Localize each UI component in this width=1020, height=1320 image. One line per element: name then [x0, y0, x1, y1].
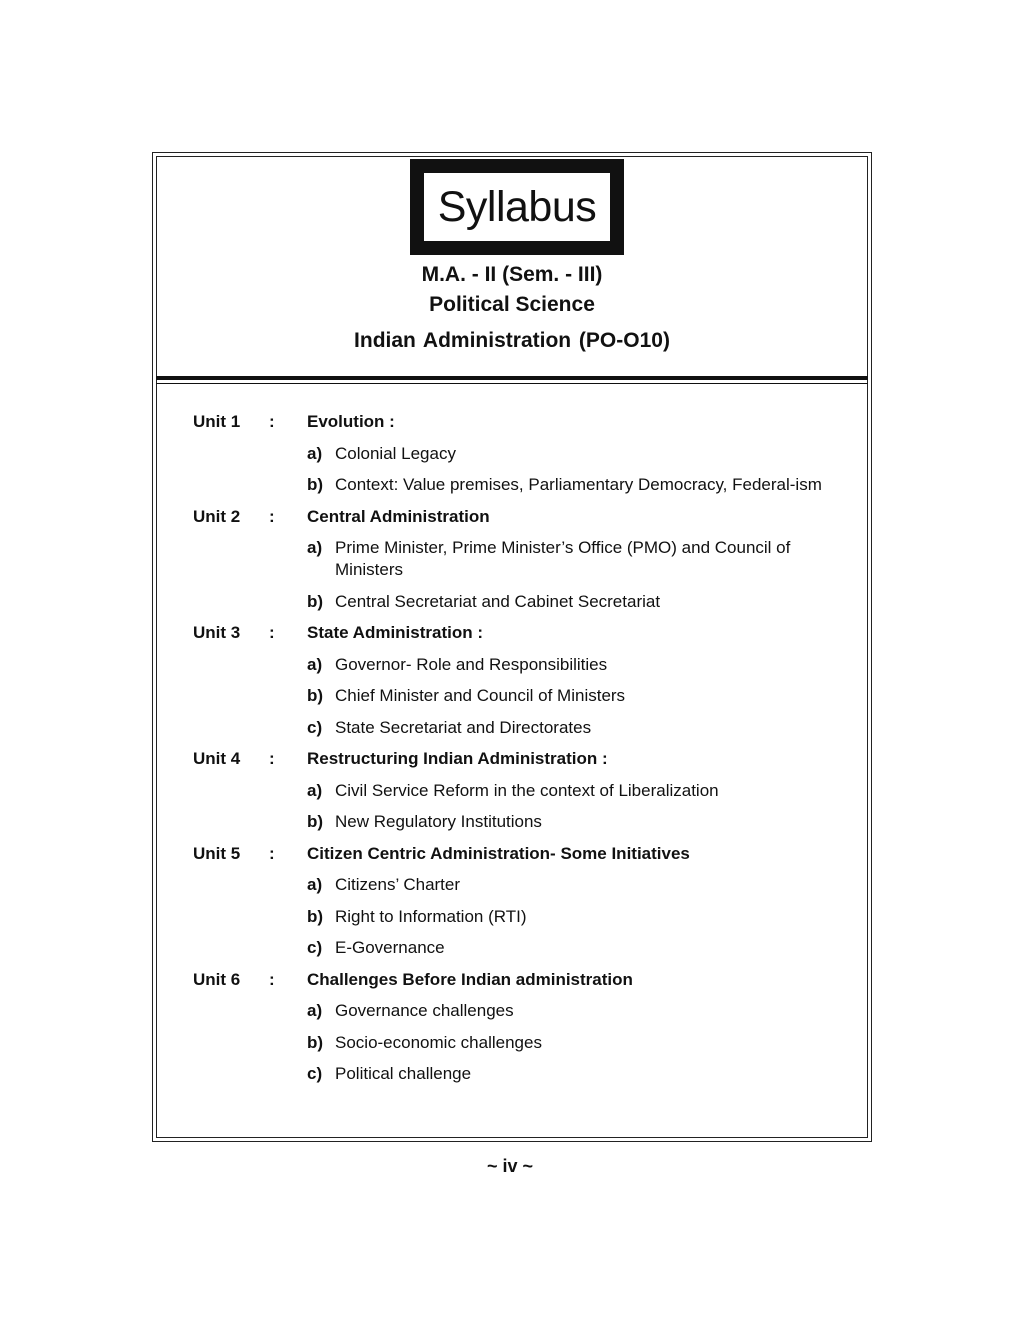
topic-letter: a)	[307, 875, 323, 894]
topic-letter: b)	[307, 686, 324, 705]
topic-letter: c)	[307, 717, 323, 737]
topic-text: Central Secretariat and Cabinet Secretariat	[335, 591, 661, 611]
unit-topic-item	[157, 587, 869, 619]
unit-label: Unit 2	[193, 506, 241, 526]
topic-text: New Regulatory Institutions	[335, 812, 542, 831]
unit-section	[157, 502, 869, 619]
topic-text: Chief Minister and Council of Ministers	[335, 686, 626, 705]
unit-section	[157, 965, 869, 1091]
unit-topic-item	[157, 870, 869, 902]
syllabus-title: Syllabus	[424, 173, 610, 241]
topic-text: Governor- Role and Responsibilities	[335, 654, 608, 674]
unit-header	[157, 965, 869, 997]
unit-header	[157, 744, 869, 776]
topic-text: E-Governance	[335, 938, 445, 957]
topic-letter: b)	[307, 906, 324, 926]
topic-text: Right to Information (RTI)	[335, 906, 527, 926]
unit-label: Unit 6	[193, 969, 241, 989]
topic-letter: c)	[307, 938, 323, 957]
topic-text: Colonial Legacy	[335, 443, 456, 463]
topic-letter: a)	[307, 1001, 323, 1020]
topic-text: Context: Value premises, Parliamentary Democracy, Federal-ism	[335, 475, 822, 494]
unit-header	[157, 618, 869, 650]
paper-heading: Indian Administration (PO-O10)	[354, 329, 670, 352]
page-number: ~ iv ~	[486, 1156, 534, 1176]
divider-thick	[156, 376, 868, 380]
unit-topic-item	[157, 533, 869, 587]
topic-text: Prime Minister, Prime Minister’s Office (PMO) and Council of Ministers	[335, 538, 791, 579]
topic-text: State Secretariat and Directorates	[335, 717, 592, 737]
unit-list	[157, 407, 869, 1091]
unit-colon: :	[269, 969, 275, 989]
unit-topic-item	[157, 996, 869, 1028]
unit-header	[157, 502, 869, 534]
unit-topic-item	[157, 1028, 869, 1060]
unit-label: Unit 5	[193, 843, 241, 863]
course-level-heading: M.A. - II (Sem. - III)	[421, 263, 603, 286]
unit-topic-item	[157, 933, 869, 965]
unit-colon: :	[269, 749, 275, 768]
unit-header	[157, 839, 869, 871]
topic-letter: c)	[307, 1064, 323, 1083]
topic-text: Civil Service Reform in the context of Liberalization	[335, 780, 719, 800]
topic-text: Political challenge	[335, 1064, 472, 1083]
unit-title: Restructuring Indian Administration :	[307, 749, 608, 768]
topic-letter: b)	[307, 1032, 324, 1052]
unit-header	[157, 407, 869, 439]
unit-title: Challenges Before Indian administration	[307, 969, 633, 989]
topic-text: Socio-economic challenges	[335, 1032, 542, 1052]
unit-title: Citizen Centric Administration- Some Initiatives	[307, 843, 690, 863]
unit-topic-item	[157, 439, 869, 471]
unit-section	[157, 618, 869, 744]
syllabus-inner-frame	[156, 156, 868, 1138]
unit-colon: :	[269, 506, 275, 526]
topic-letter: a)	[307, 443, 323, 463]
topic-text: Governance challenges	[335, 1001, 514, 1020]
unit-section	[157, 407, 869, 502]
topic-letter: b)	[307, 591, 324, 611]
topic-letter: b)	[307, 475, 324, 494]
unit-topic-item	[157, 776, 869, 808]
unit-topic-item	[157, 807, 869, 839]
topic-text: Citizens’ Charter	[335, 875, 461, 894]
topic-letter: a)	[307, 780, 323, 800]
subject-heading: Political Science	[429, 293, 595, 316]
syllabus-frame	[152, 152, 872, 1142]
unit-topic-item	[157, 470, 869, 502]
syllabus-title-box	[410, 159, 624, 255]
unit-colon: :	[269, 623, 275, 642]
unit-topic-item	[157, 902, 869, 934]
divider-thin	[156, 383, 868, 384]
unit-colon: :	[269, 412, 275, 431]
unit-topic-item	[157, 1059, 869, 1091]
topic-letter: a)	[307, 654, 323, 674]
unit-topic-item	[157, 713, 869, 745]
unit-title: State Administration :	[307, 623, 483, 642]
unit-label: Unit 1	[193, 412, 241, 431]
unit-title: Central Administration	[307, 506, 490, 526]
unit-label: Unit 3	[193, 623, 241, 642]
topic-letter: a)	[307, 538, 323, 557]
unit-section	[157, 744, 869, 839]
topic-letter: b)	[307, 812, 324, 831]
unit-section	[157, 839, 869, 965]
unit-topic-item	[157, 681, 869, 713]
unit-topic-item	[157, 650, 869, 682]
unit-title: Evolution :	[307, 412, 395, 431]
unit-colon: :	[269, 843, 275, 863]
unit-label: Unit 4	[193, 749, 241, 768]
